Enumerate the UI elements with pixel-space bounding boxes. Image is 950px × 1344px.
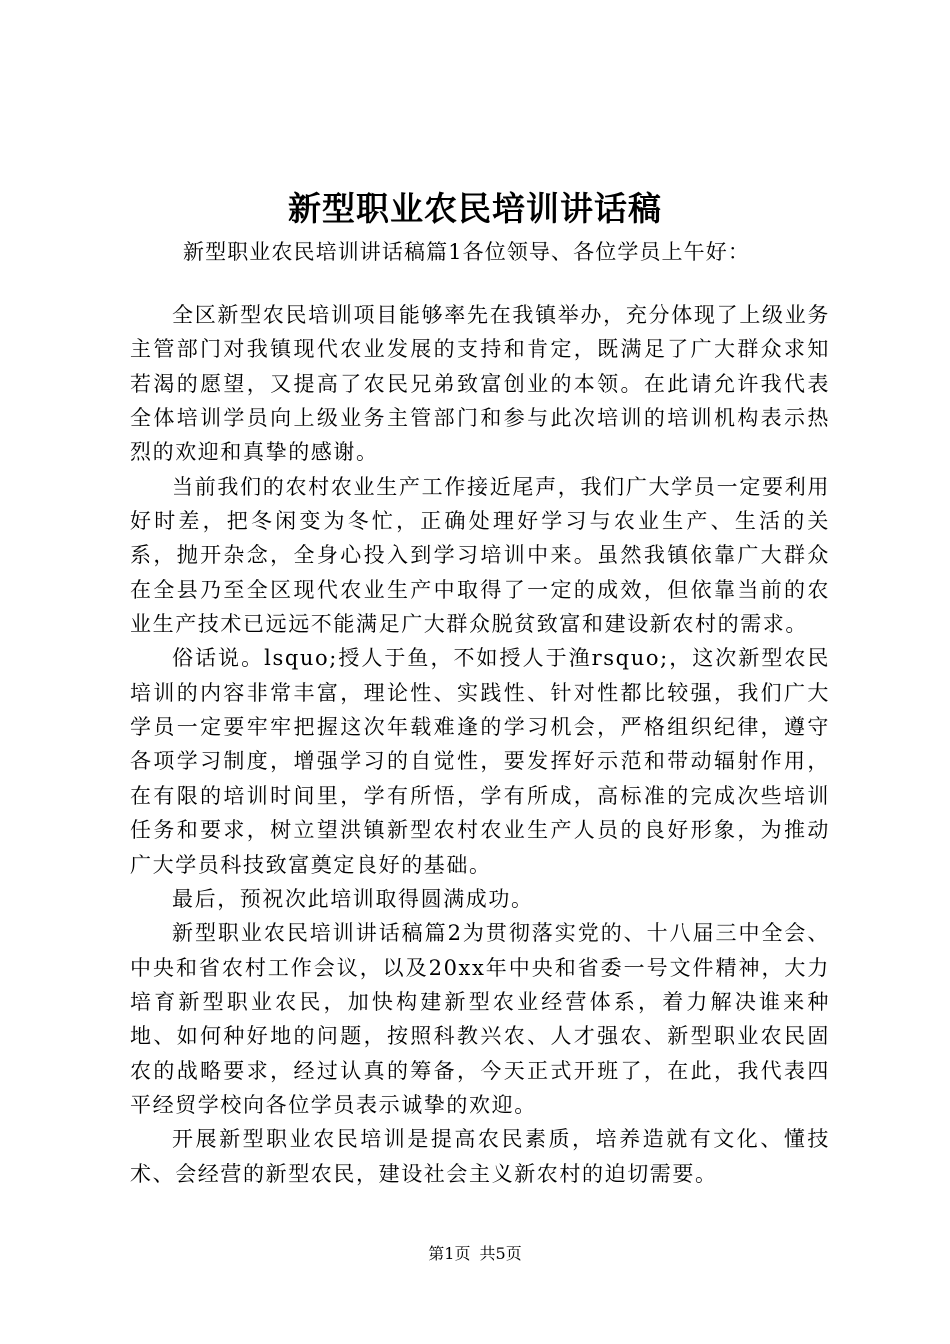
paragraph: 新型职业农民培训讲话稿篇2为贯彻落实党的、十八届三中全会、中央和省农村工作会议，以及20xx年中央和省委一号文件精神，大力培育新型职业农民，加快构建新型农业经营体系，着力解决谁来种地、如何种好地的问题，按照科教兴农、人才强农、新型职业农民固农的战略要求，经过认真的筹备，今天正式开班了，在此，我代表四平经贸学校向各位学员表示诚挚的欢迎。	[130, 921, 830, 1117]
paragraph: 开展新型职业农民培训是提高农民素质，培养造就有文化、懂技术、会经营的新型农民，建设社会主义新农村的迫切需要。	[130, 1127, 830, 1186]
paragraph: 全区新型农民培训项目能够率先在我镇举办，充分体现了上级业务主管部门对我镇现代农业发展的支持和肯定，既满足了广大群众求知若渴的愿望，又提高了农民兄弟致富创业的本领。在此请允许我代表全体培训学员向上级业务主管部门和参与此次培训的培训机构表示热烈的欢迎和真挚的感谢。	[130, 303, 830, 465]
page-footer	[0, 1243, 950, 1265]
paragraph: 当前我们的农村农业生产工作接近尾声，我们广大学员一定要利用好时差，把冬闲变为冬忙，正确处理好学习与农业生产、生活的关系，抛开杂念，全身心投入到学习培训中来。虽然我镇依靠广大群众在全县乃至全区现代农业生产中取得了一定的成效，但依靠当前的农业生产技术已远远不能满足广大群众脱贫致富和建设新农村的需求。	[130, 474, 830, 637]
document-body	[130, 298, 830, 1191]
paragraph: 俗话说。lsquo;授人于鱼，不如授人于渔rsquo;，这次新型农民培训的内容非常丰富，理论性、实践性、针对性都比较强，我们广大学员一定要牢牢把握这次年载难逢的学习机会，严格组织纪律，遵守各项学习制度，增强学习的自觉性，要发挥好示范和带动辐射作用，在有限的培训时间里，学有所悟，学有所成，高标准的完成次些培训任务和要求，树立望洪镇新型农村农业生产人员的良好形象，为推动广大学员科技致富奠定良好的基础。	[130, 646, 830, 877]
lead-line: 新型职业农民培训讲话稿篇1各位领导、各位学员上午好：	[183, 240, 750, 264]
document-title: 新型职业农民培训讲话稿	[288, 189, 662, 228]
page-total: 共5页	[479, 1244, 522, 1263]
page-number: 第1页	[428, 1244, 471, 1263]
paragraph: 最后，预祝次此培训取得圆满成功。	[172, 886, 534, 911]
